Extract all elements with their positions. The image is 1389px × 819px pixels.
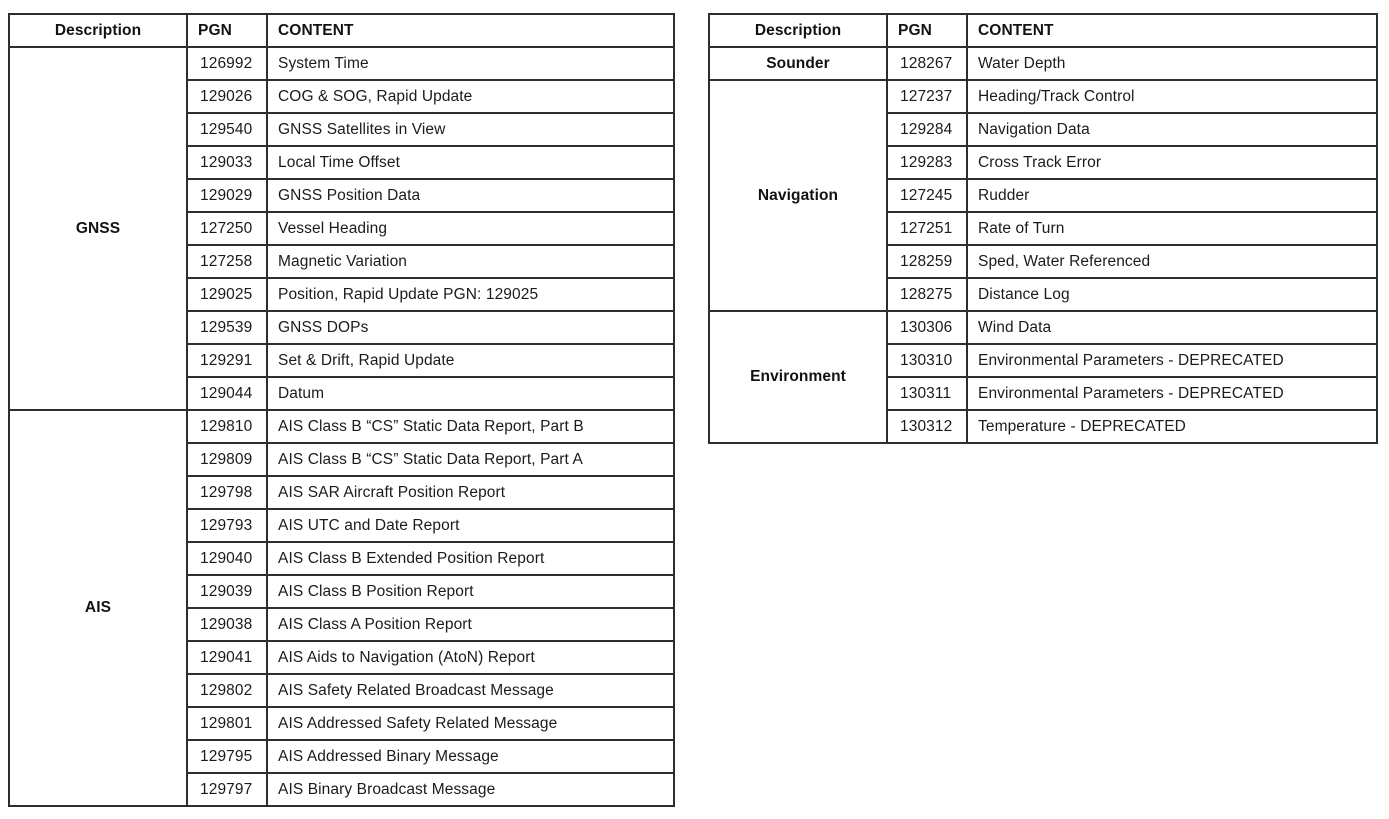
pgn-cell: 129539 [187,311,267,344]
content-cell: AIS Addressed Binary Message [267,740,674,773]
table-row [9,47,674,80]
content-cell: Cross Track Error [967,146,1377,179]
content-cell: Heading/Track Control [967,80,1377,113]
header-pgn: PGN [187,14,267,47]
table-row [9,410,674,443]
pgn-cell: 129291 [187,344,267,377]
header-description: Description [709,14,887,47]
content-cell: Environmental Parameters - DEPRECATED [967,344,1377,377]
group-description: AIS [9,410,187,806]
pgn-cell: 129025 [187,278,267,311]
pgn-cell: 129040 [187,542,267,575]
pgn-table-left [8,13,675,807]
content-cell: COG & SOG, Rapid Update [267,80,674,113]
pgn-cell: 128267 [887,47,967,80]
pgn-cell: 127250 [187,212,267,245]
pgn-cell: 129809 [187,443,267,476]
pgn-cell: 129795 [187,740,267,773]
pgn-cell: 127237 [887,80,967,113]
group-description: Environment [709,311,887,443]
pgn-cell: 129284 [887,113,967,146]
content-cell: Vessel Heading [267,212,674,245]
pgn-cell: 130312 [887,410,967,443]
pgn-cell: 129801 [187,707,267,740]
content-cell: Rate of Turn [967,212,1377,245]
pgn-cell: 129033 [187,146,267,179]
content-cell: AIS SAR Aircraft Position Report [267,476,674,509]
header-description: Description [9,14,187,47]
content-cell: Distance Log [967,278,1377,311]
group-description: Navigation [709,80,887,311]
content-cell: AIS Binary Broadcast Message [267,773,674,806]
pgn-cell: 129802 [187,674,267,707]
pgn-cell: 127251 [887,212,967,245]
pgn-cell: 129797 [187,773,267,806]
content-cell: Rudder [967,179,1377,212]
content-cell: AIS Safety Related Broadcast Message [267,674,674,707]
pgn-cell: 128259 [887,245,967,278]
content-cell: System Time [267,47,674,80]
header-content: CONTENT [967,14,1377,47]
content-cell: AIS Class B “CS” Static Data Report, Part B [267,410,674,443]
pgn-cell: 129793 [187,509,267,542]
content-cell: Datum [267,377,674,410]
pgn-cell: 129026 [187,80,267,113]
group-description: Sounder [709,47,887,80]
pgn-cell: 129029 [187,179,267,212]
header-content: CONTENT [267,14,674,47]
table-body [709,47,1377,443]
group-description: GNSS [9,47,187,410]
content-cell: AIS Class B Position Report [267,575,674,608]
content-cell: AIS Aids to Navigation (AtoN) Report [267,641,674,674]
content-cell: Temperature - DEPRECATED [967,410,1377,443]
pgn-cell: 127258 [187,245,267,278]
content-cell: Navigation Data [967,113,1377,146]
content-cell: Water Depth [967,47,1377,80]
content-cell: AIS Class B “CS” Static Data Report, Part A [267,443,674,476]
content-cell: GNSS DOPs [267,311,674,344]
pgn-cell: 129041 [187,641,267,674]
pgn-cell: 127245 [887,179,967,212]
pgn-table-right [708,13,1378,444]
pgn-cell: 129283 [887,146,967,179]
content-cell: Local Time Offset [267,146,674,179]
pgn-cell: 129810 [187,410,267,443]
table-header-row [709,14,1377,47]
pgn-cell: 129044 [187,377,267,410]
content-cell: AIS Class A Position Report [267,608,674,641]
content-cell: AIS Addressed Safety Related Message [267,707,674,740]
pgn-cell: 130310 [887,344,967,377]
table-header-row [9,14,674,47]
pgn-cell: 129540 [187,113,267,146]
pgn-cell: 130306 [887,311,967,344]
table-body [9,47,674,806]
content-cell: Magnetic Variation [267,245,674,278]
pgn-cell: 128275 [887,278,967,311]
header-pgn: PGN [887,14,967,47]
pgn-cell: 126992 [187,47,267,80]
content-cell: GNSS Satellites in View [267,113,674,146]
pgn-cell: 129039 [187,575,267,608]
pgn-cell: 129038 [187,608,267,641]
content-cell: Sped, Water Referenced [967,245,1377,278]
content-cell: AIS UTC and Date Report [267,509,674,542]
table-row [709,311,1377,344]
content-cell: Set & Drift, Rapid Update [267,344,674,377]
content-cell: GNSS Position Data [267,179,674,212]
table-row [709,80,1377,113]
pgn-cell: 130311 [887,377,967,410]
content-cell: Environmental Parameters - DEPRECATED [967,377,1377,410]
content-cell: Wind Data [967,311,1377,344]
content-cell: Position, Rapid Update PGN: 129025 [267,278,674,311]
pgn-cell: 129798 [187,476,267,509]
table-row [709,47,1377,80]
content-cell: AIS Class B Extended Position Report [267,542,674,575]
